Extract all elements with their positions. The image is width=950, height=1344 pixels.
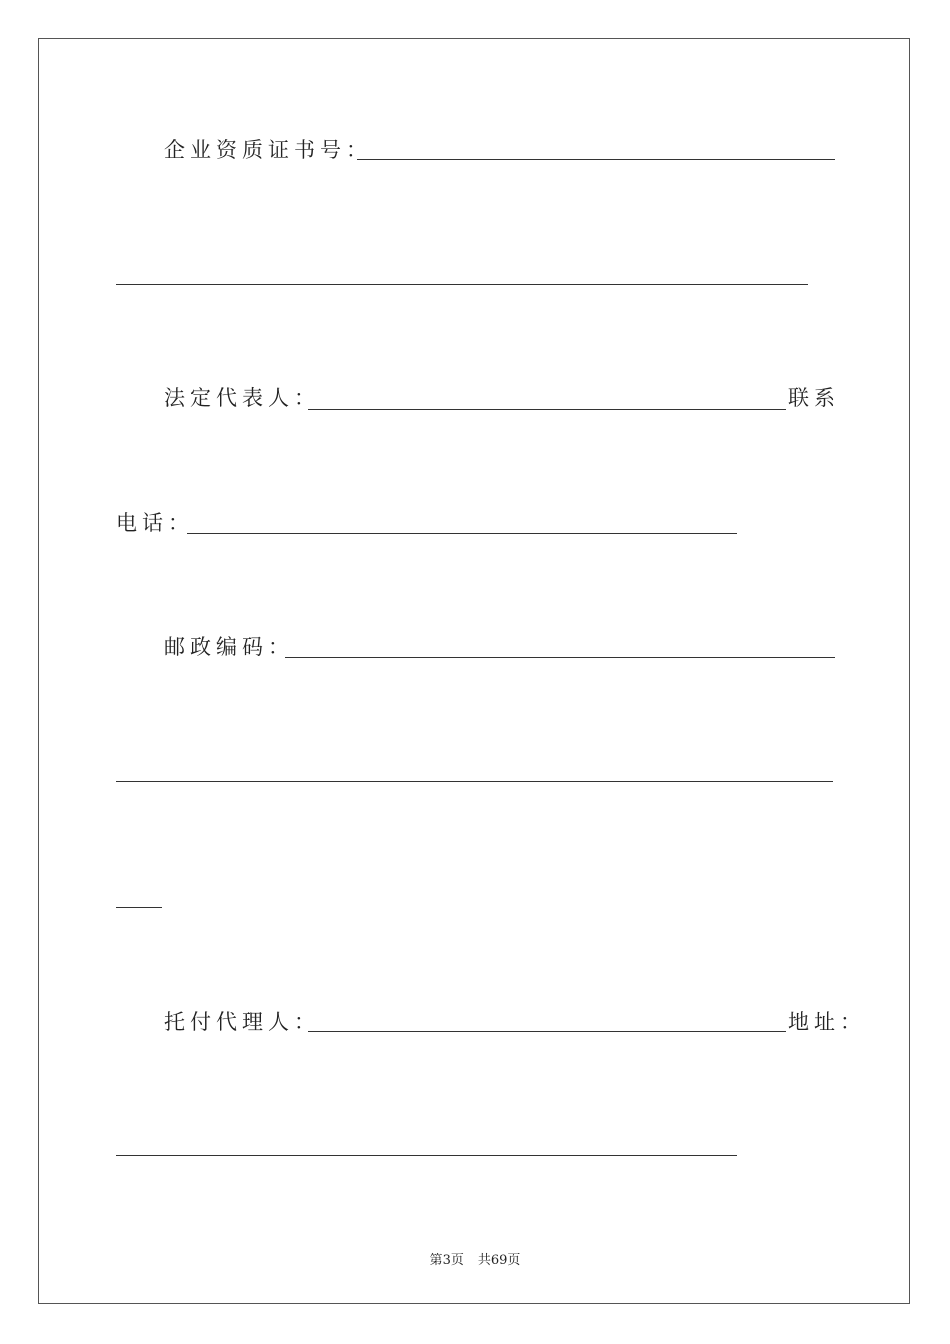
total-unit: 页	[507, 1253, 521, 1268]
legal-rep-field[interactable]	[308, 409, 786, 410]
page-frame	[38, 38, 910, 1304]
page-unit: 页	[450, 1253, 464, 1268]
postal-code-field-tail[interactable]	[116, 907, 162, 908]
agent-field[interactable]	[308, 1031, 786, 1032]
agent-label: 托付代理人：	[164, 1010, 320, 1034]
postal-code-field-continuation[interactable]	[116, 781, 833, 782]
postal-code-label: 邮政编码：	[164, 635, 294, 659]
cert-no-label: 企业资质证书号：	[164, 138, 372, 162]
page-current: 3	[442, 1253, 451, 1268]
address-label: 地址：	[788, 1010, 866, 1034]
page-total: 69	[490, 1253, 508, 1268]
page-prefix: 第	[429, 1253, 443, 1268]
postal-code-field[interactable]	[285, 657, 835, 658]
legal-rep-label: 法定代表人：	[164, 386, 320, 410]
address-field[interactable]	[116, 1155, 737, 1156]
cert-no-field[interactable]	[357, 159, 835, 160]
page-footer	[0, 1249, 950, 1268]
contact-label-part1: 联系	[788, 386, 840, 410]
total-prefix: 共	[477, 1253, 491, 1268]
contact-phone-field[interactable]	[187, 533, 737, 534]
contact-label-part2: 电话：	[116, 511, 194, 535]
cert-no-field-continuation[interactable]	[116, 284, 808, 285]
